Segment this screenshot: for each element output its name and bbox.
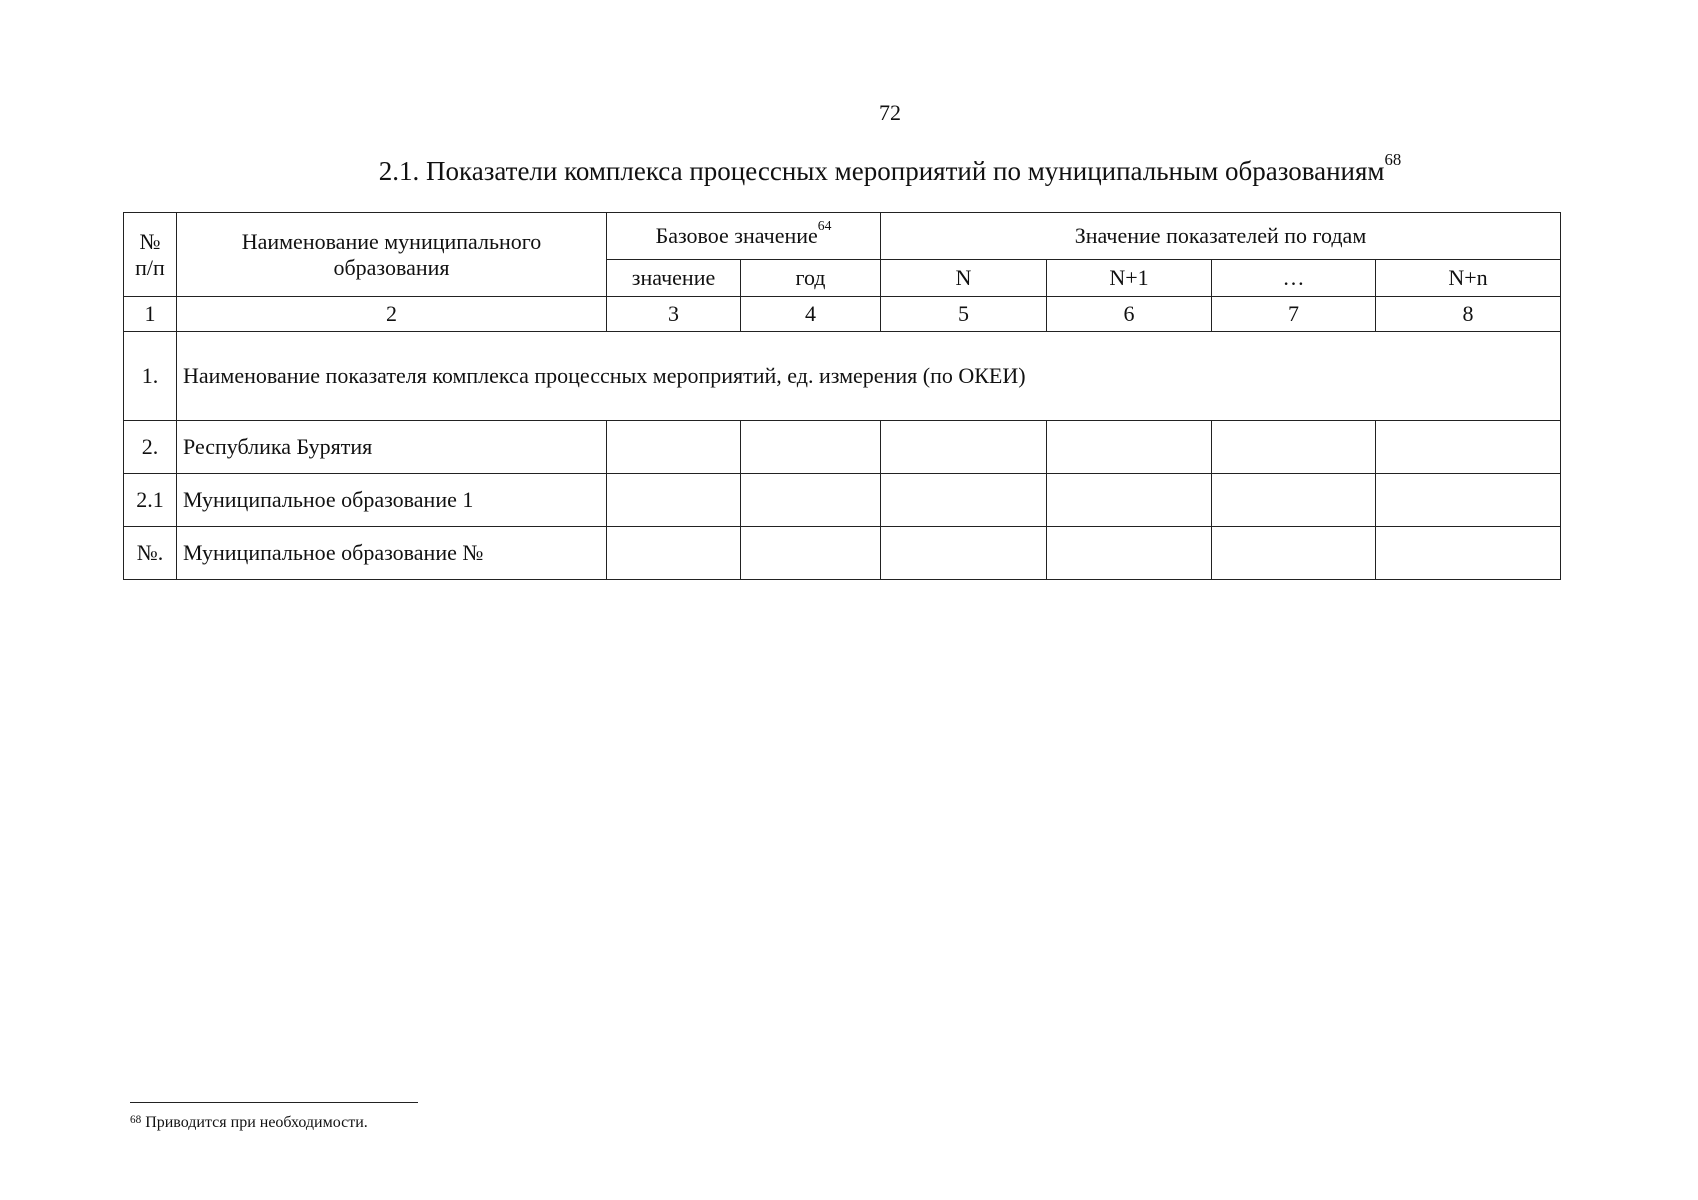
column-number-2: 2 (177, 297, 607, 332)
empty-cell (881, 421, 1047, 474)
empty-cell (1047, 474, 1212, 527)
empty-cell (607, 421, 741, 474)
column-number-4: 4 (741, 297, 881, 332)
empty-cell (881, 527, 1047, 580)
header-base-value (607, 213, 881, 260)
row-name: Муниципальное образование 1 (177, 474, 607, 527)
footnote-divider (130, 1102, 418, 1103)
header-sub-value: значение (607, 260, 741, 297)
row-number: №. (124, 527, 177, 580)
row-name: Республика Бурятия (177, 421, 607, 474)
page-title (0, 150, 1698, 187)
column-number-row (124, 297, 1561, 332)
empty-cell (1047, 421, 1212, 474)
empty-cell (1212, 474, 1376, 527)
indicator-row-number: 1. (124, 332, 177, 421)
empty-cell (607, 474, 741, 527)
column-number-1: 1 (124, 297, 177, 332)
column-number-6: 6 (1047, 297, 1212, 332)
footnote-ref: 68 (130, 1114, 142, 1126)
indicator-row (124, 332, 1561, 421)
empty-cell (741, 474, 881, 527)
header-values-by-year: Значение показателей по годам (881, 213, 1561, 260)
empty-cell (1212, 527, 1376, 580)
table-row (124, 527, 1561, 580)
empty-cell (881, 474, 1047, 527)
footnote-text: Приводится при необходимости. (145, 1114, 368, 1131)
header-sub-year: год (741, 260, 881, 297)
header-base-value-label: Базовое значение (655, 223, 818, 248)
page-number: 72 (879, 100, 901, 125)
header-row-1 (124, 213, 1561, 260)
empty-cell (1376, 421, 1561, 474)
header-sub-n: N (881, 260, 1047, 297)
empty-cell (1212, 421, 1376, 474)
column-number-8: 8 (1376, 297, 1561, 332)
row-number: 2.1 (124, 474, 177, 527)
column-number-7: 7 (1212, 297, 1376, 332)
row-number: 2. (124, 421, 177, 474)
indicators-table (123, 212, 1561, 580)
empty-cell (741, 527, 881, 580)
footnote (130, 1114, 368, 1132)
empty-cell (741, 421, 881, 474)
indicator-row-label: Наименование показателя комплекса процессных мероприятий, ед. измерения (по ОКЕИ) (177, 332, 1561, 421)
title-text: 2.1. Показатели комплекса процессных мероприятий по муниципальным образованиям (378, 156, 1385, 186)
empty-cell (607, 527, 741, 580)
header-col-name: Наименование муниципального образования (177, 213, 607, 297)
header-base-value-ref: 64 (817, 218, 832, 234)
empty-cell (1376, 527, 1561, 580)
header-sub-n-plus-n: N+n (1376, 260, 1561, 297)
title-footnote-ref: 68 (1384, 150, 1402, 170)
header-col-number: № п/п (124, 213, 177, 297)
table-row (124, 421, 1561, 474)
column-number-5: 5 (881, 297, 1047, 332)
header-sub-ellipsis: … (1212, 260, 1376, 297)
column-number-3: 3 (607, 297, 741, 332)
empty-cell (1376, 474, 1561, 527)
table-row (124, 474, 1561, 527)
row-name: Муниципальное образование № (177, 527, 607, 580)
empty-cell (1047, 527, 1212, 580)
header-sub-n-plus-1: N+1 (1047, 260, 1212, 297)
